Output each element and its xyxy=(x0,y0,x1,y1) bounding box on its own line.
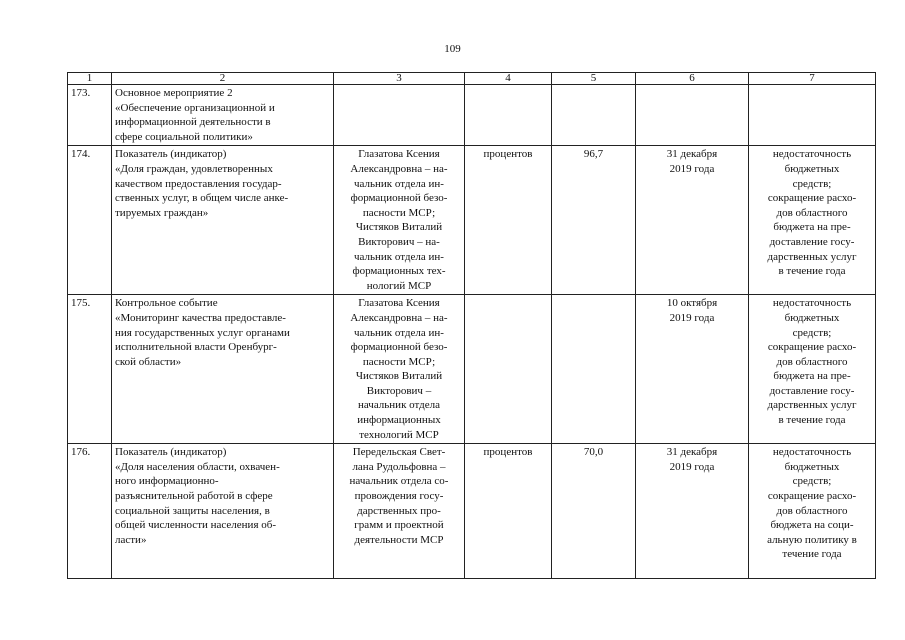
row-risks xyxy=(749,85,876,146)
row-unit xyxy=(465,295,552,444)
column-number: 3 xyxy=(334,73,465,85)
row-date: 31 декабря 2019 года xyxy=(636,444,749,579)
row-description xyxy=(112,85,334,146)
row-value xyxy=(552,295,636,444)
row-date: 31 декабря 2019 года xyxy=(636,146,749,295)
column-number: 4 xyxy=(465,73,552,85)
row-risks: недостаточность бюджетных средств; сокращение расхо- дов областного бюджета на соци- альную политику в течение года xyxy=(749,444,876,579)
row-responsible: Глазатова Ксения Александровна – на- чальник отдела ин- формационной безо- пасности МСР; Чистяков Виталий Викторович – начальник отдела информационных технологий МСР xyxy=(334,295,465,444)
table-row xyxy=(68,444,876,579)
row-risks: недостаточность бюджетных средств; сокращение расхо- дов областного бюджета на пре- доставление госу- дарственных услуг в течение года xyxy=(749,295,876,444)
row-unit: процентов xyxy=(465,146,552,295)
row-responsible xyxy=(334,85,465,146)
column-number: 6 xyxy=(636,73,749,85)
row-title: Контрольное событие xyxy=(115,297,218,310)
row-date: 10 октября 2019 года xyxy=(636,295,749,444)
row-unit xyxy=(465,85,552,146)
row-responsible: Передельская Свет- лана Рудольфовна – начальник отдела со- провождения госу- дарственных про- грамм и проектной деятельности МСР xyxy=(334,444,465,579)
row-number: 176. xyxy=(68,444,112,579)
row-text: «Доля населения области, охвачен- ного информационно- разъяснительной работой в сфере социальной защиты населения, в общей численности населения об- ласти» xyxy=(115,460,280,546)
row-unit: процентов xyxy=(465,444,552,579)
table-row xyxy=(68,295,876,444)
row-risks: недостаточность бюджетных средств; сокращение расхо- дов областного бюджета на пре- доставление госу- дарственных услуг в течение года xyxy=(749,146,876,295)
column-number: 2 xyxy=(112,73,334,85)
row-number: 174. xyxy=(68,146,112,295)
row-description xyxy=(112,444,334,579)
page-number: 109 xyxy=(444,43,461,55)
column-number: 5 xyxy=(552,73,636,85)
row-description xyxy=(112,146,334,295)
row-description xyxy=(112,295,334,444)
row-title: Показатель (индикатор) xyxy=(115,148,227,161)
row-text: «Доля граждан, удовлетворенных качеством предоставления государ- ственных услуг, в общем числе анке- тируемых граждан» xyxy=(115,162,289,219)
row-number: 175. xyxy=(68,295,112,444)
row-value: 96,7 xyxy=(552,146,636,295)
table-row xyxy=(68,146,876,295)
column-number: 1 xyxy=(68,73,112,85)
row-number: 173. xyxy=(68,85,112,146)
row-title: Основное мероприятие 2 xyxy=(115,87,233,99)
row-value: 70,0 xyxy=(552,444,636,579)
row-text: «Мониторинг качества предоставле- ния государственных услуг органами исполнительной власти Оренбург- ской области» xyxy=(115,311,290,368)
row-value xyxy=(552,85,636,146)
table-row xyxy=(68,85,876,146)
plan-table xyxy=(67,72,876,579)
column-number-row xyxy=(68,73,876,85)
row-title: Показатель (индикатор) xyxy=(115,446,227,459)
row-date xyxy=(636,85,749,146)
column-number: 7 xyxy=(749,73,876,85)
row-responsible: Глазатова Ксения Александровна – на- чальник отдела ин- формационной безо- пасности МСР; Чистяков Виталий Викторович – на- чальник отдела ин- формационных тех- нологий МСР xyxy=(334,146,465,295)
row-text: «Обеспечение организационной и информационной деятельности в сфере социальной политики» xyxy=(115,101,275,143)
